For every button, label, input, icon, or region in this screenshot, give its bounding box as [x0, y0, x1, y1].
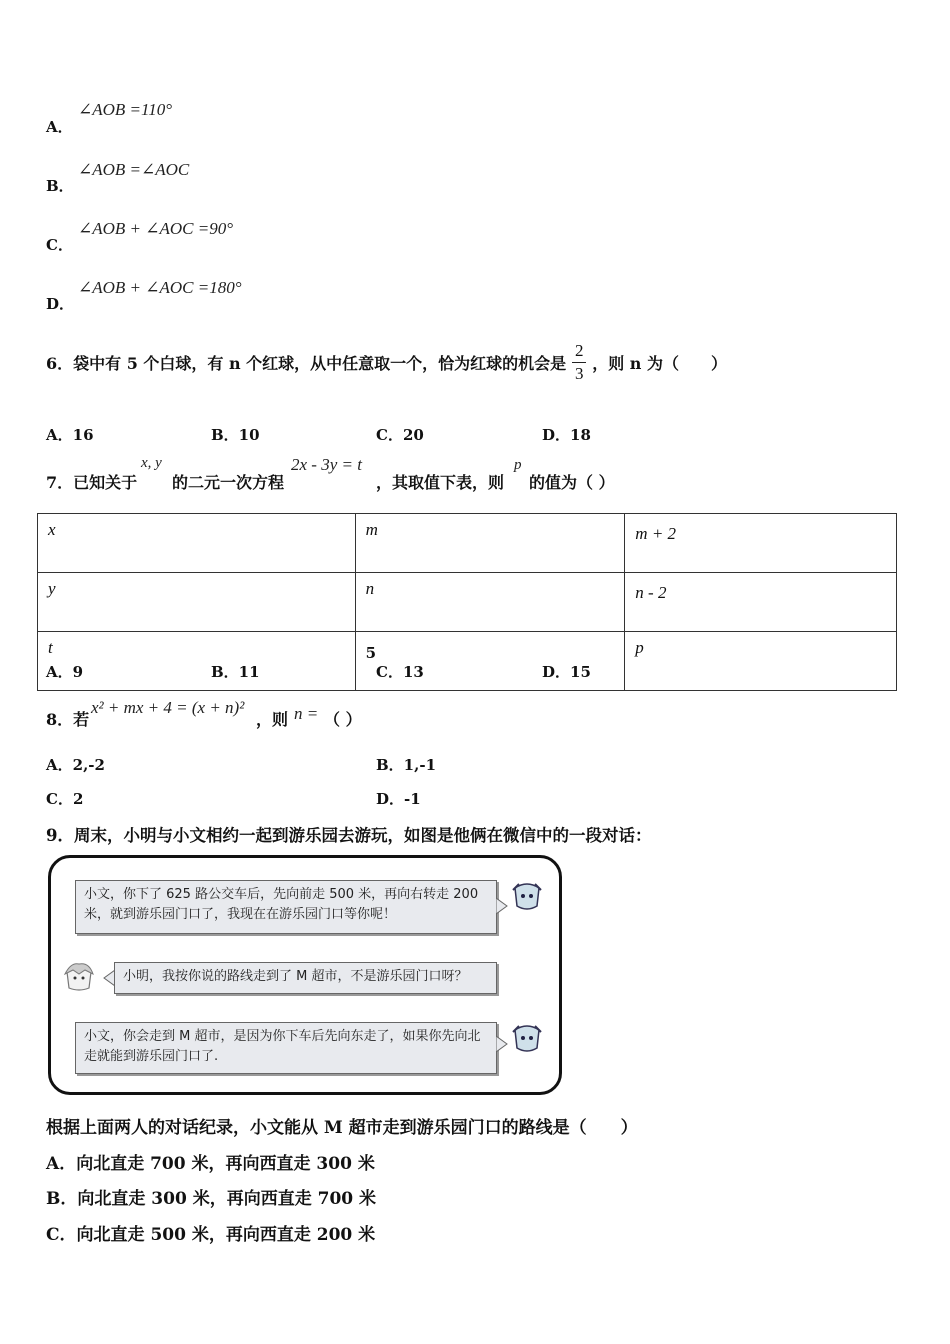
- q8-math-n: n =: [294, 704, 319, 723]
- q6-text-before: 6．袋中有 5 个白球，有 n 个红球，从中任意取一个，恰为红球的机会是: [46, 354, 567, 373]
- q5-option-d-label: D．: [46, 295, 75, 313]
- q6-frac-den: 3: [574, 364, 584, 383]
- q5-option-b-math: ∠AOB =∠AOC: [78, 160, 190, 179]
- table-cell: t: [38, 632, 356, 691]
- table-cell: n: [355, 573, 625, 632]
- table-cell: p: [625, 632, 897, 691]
- table-cell: 5: [355, 632, 625, 691]
- q7-value-table: [37, 513, 897, 691]
- q5-option-d-math: ∠AOB + ∠AOC =180°: [78, 278, 242, 297]
- q9-option-a: A．向北直走 700 米，再向西直走 300 米: [46, 1154, 375, 1174]
- q8-text-a: 8．若: [46, 710, 90, 729]
- table-cell: y: [38, 573, 356, 632]
- q9-option-c: C．向北直走 500 米，再向西直走 200 米: [46, 1225, 376, 1245]
- q6-fraction: [572, 340, 586, 385]
- q6-text-after: ，则 n 为（ ）: [592, 354, 727, 373]
- q7-math-p: p: [514, 457, 522, 473]
- q8-option-a: A．2,-2: [46, 756, 105, 774]
- table-row: [38, 573, 897, 632]
- table-cell: n - 2: [625, 573, 897, 632]
- q9-stem: 9．周末，小明与小文相约一起到游乐园去游玩，如图是他俩在微信中的一段对话：: [46, 826, 652, 845]
- q8-option-c: C．2: [46, 790, 84, 808]
- q9-question: 根据上面两人的对话纪录，小文能从 M 超市走到游乐园门口的路线是（ ）: [46, 1118, 638, 1138]
- q5-option-c-math: ∠AOB + ∠AOC =90°: [78, 219, 234, 238]
- q5-option-a-label: A．: [46, 118, 73, 136]
- table-cell: x: [38, 514, 356, 573]
- q7-text-c: ，其取值下表，则: [376, 473, 505, 492]
- q7-math-vars: x, y: [141, 455, 162, 471]
- q8-text-c: （ ）: [324, 710, 362, 729]
- q7-text-b: 的二元一次方程: [172, 473, 285, 492]
- q7-option-b: B．11: [211, 663, 260, 681]
- bubble-tail-icon: [496, 898, 508, 914]
- q5-option-a-math: ∠AOB =110°: [78, 100, 173, 119]
- q8-option-d: D．-1: [376, 790, 421, 808]
- q7-math-eq: 2x - 3y = t: [291, 455, 362, 474]
- q5-option-c-label: C．: [46, 236, 73, 254]
- q7-option-a: A．9: [46, 663, 84, 681]
- table-row: [38, 632, 897, 691]
- q7-text-d: 的值为（ ）: [529, 473, 615, 492]
- q7-option-c: C．13: [376, 663, 424, 681]
- bubble-tail-icon: [496, 1036, 508, 1052]
- avatar-girl-icon: [509, 880, 545, 916]
- avatar-boy-icon: [61, 958, 97, 994]
- chat-bubble-2: 小明，我按你说的路线走到了 M 超市，不是游乐园门口呀？: [114, 962, 497, 994]
- q8-option-b: B．1,-1: [376, 756, 437, 774]
- q9-option-b: B．向北直走 300 米，再向西直走 700 米: [46, 1189, 377, 1209]
- table-row: [38, 514, 897, 573]
- q6-stem: [46, 340, 727, 385]
- chat-bubble-1: 小文，你下了 625 路公交车后，先向前走 500 米，再向右转走 200 米，就到游乐园门口了，我现在在游乐园门口等你呢！: [75, 880, 497, 934]
- q6-option-d: D．18: [542, 426, 591, 444]
- q6-option-a: A．16: [46, 426, 94, 444]
- q7-option-d: D．15: [542, 663, 591, 681]
- q8-text-b: ，则: [256, 710, 289, 729]
- q6-option-b: B．10: [211, 426, 260, 444]
- wechat-conversation-image: [48, 855, 562, 1095]
- chat-bubble-3: 小文，你会走到 M 超市，是因为你下车后先向东走了，如果你先向北走就能到游乐园门口了.: [75, 1022, 497, 1074]
- q7-text-a: 7．已知关于: [46, 473, 138, 492]
- q8-math-eq: x² + mx + 4 = (x + n)²: [91, 698, 245, 717]
- table-cell: m: [355, 514, 625, 573]
- table-cell: m + 2: [625, 514, 897, 573]
- q6-frac-num: 2: [574, 341, 584, 360]
- avatar-girl-icon: [509, 1022, 545, 1058]
- q5-option-b-label: B．: [46, 177, 74, 195]
- q6-option-c: C．20: [376, 426, 424, 444]
